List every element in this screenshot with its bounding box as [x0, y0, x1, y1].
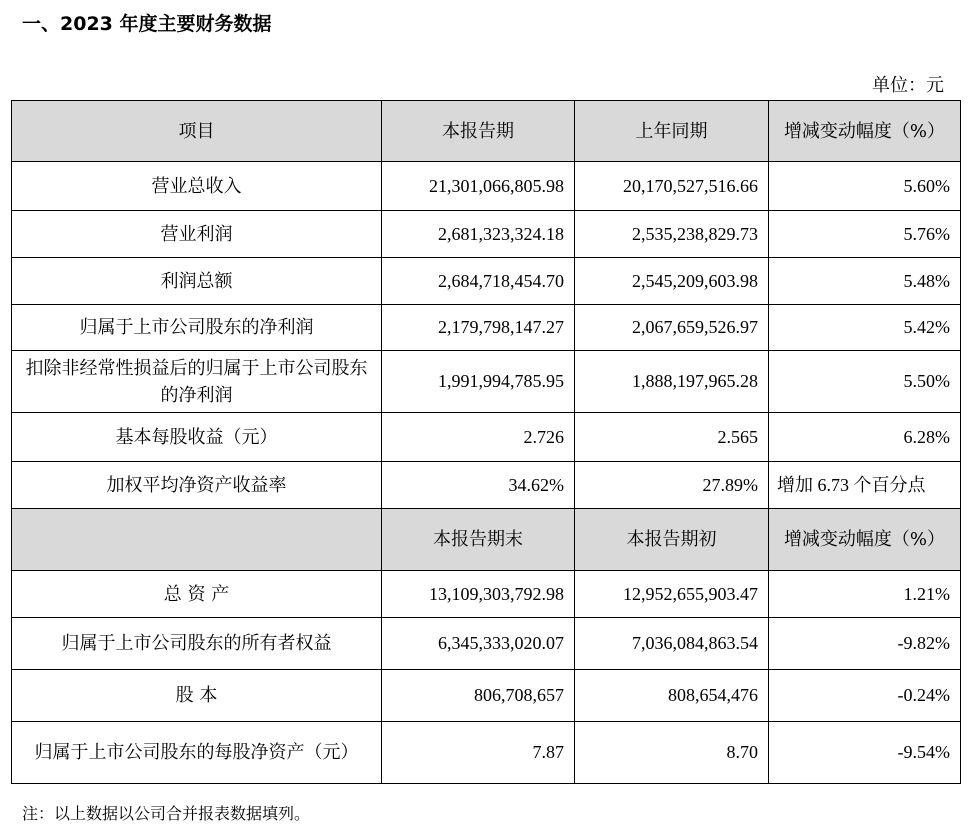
change-value: 5.42% [769, 305, 961, 351]
header-cell-period-start: 本报告期初 [575, 509, 769, 571]
table-row [12, 413, 961, 462]
row-label: 总 资 产 [12, 571, 382, 618]
change-value: 5.48% [769, 258, 961, 305]
change-value: 5.76% [769, 211, 961, 258]
row-label: 基本每股收益（元） [12, 413, 382, 462]
table-row [12, 571, 961, 618]
section-title: 一、2023 年度主要财务数据 [22, 13, 272, 35]
prior-value: 808,654,476 [575, 670, 769, 722]
header-cell-period-end: 本报告期末 [382, 509, 575, 571]
current-value: 2,681,323,324.18 [382, 211, 575, 258]
table-row [12, 305, 961, 351]
unit-label: 单位：元 [872, 75, 944, 96]
table-row [12, 211, 961, 258]
table-row [12, 258, 961, 305]
table-row [12, 351, 961, 413]
header-cell-change: 增减变动幅度（%） [769, 509, 961, 571]
table-row [12, 618, 961, 670]
footnote: 注：以上数据以公司合并报表数据填列。 [22, 804, 311, 823]
prior-value: 2,067,659,526.97 [575, 305, 769, 351]
row-label: 归属于上市公司股东的每股净资产（元） [12, 722, 382, 784]
prior-value: 7,036,084,863.54 [575, 618, 769, 670]
row-label: 营业利润 [12, 211, 382, 258]
row-label: 扣除非经常性损益后的归属于上市公司股东的净利润 [12, 351, 382, 413]
table-row [12, 462, 961, 509]
header-cell-change: 增减变动幅度（%） [769, 101, 961, 162]
current-value: 2.726 [382, 413, 575, 462]
row-label: 加权平均净资产收益率 [12, 462, 382, 509]
table-row [12, 162, 961, 211]
table-header-row [12, 101, 961, 162]
header-cell-current-period: 本报告期 [382, 101, 575, 162]
table-row [12, 722, 961, 784]
financial-data-table [11, 100, 961, 784]
prior-value: 1,888,197,965.28 [575, 351, 769, 413]
prior-value: 12,952,655,903.47 [575, 571, 769, 618]
prior-value: 2,535,238,829.73 [575, 211, 769, 258]
row-label: 股 本 [12, 670, 382, 722]
change-value: -9.82% [769, 618, 961, 670]
row-label: 利润总额 [12, 258, 382, 305]
row-label: 归属于上市公司股东的净利润 [12, 305, 382, 351]
change-value: 6.28% [769, 413, 961, 462]
change-value: 5.50% [769, 351, 961, 413]
prior-value: 20,170,527,516.66 [575, 162, 769, 211]
header-cell-item: 项目 [12, 101, 382, 162]
header-cell-item [12, 509, 382, 571]
change-value: -0.24% [769, 670, 961, 722]
current-value: 2,684,718,454.70 [382, 258, 575, 305]
current-value: 34.62% [382, 462, 575, 509]
change-value: 1.21% [769, 571, 961, 618]
change-value: 增加 6.73 个百分点 [769, 462, 961, 509]
current-value: 13,109,303,792.98 [382, 571, 575, 618]
change-value: -9.54% [769, 722, 961, 784]
table-row [12, 670, 961, 722]
prior-value: 8.70 [575, 722, 769, 784]
header-cell-prior-period: 上年同期 [575, 101, 769, 162]
prior-value: 2,545,209,603.98 [575, 258, 769, 305]
current-value: 7.87 [382, 722, 575, 784]
current-value: 2,179,798,147.27 [382, 305, 575, 351]
row-label: 营业总收入 [12, 162, 382, 211]
current-value: 1,991,994,785.95 [382, 351, 575, 413]
change-value: 5.60% [769, 162, 961, 211]
row-label: 归属于上市公司股东的所有者权益 [12, 618, 382, 670]
table-subheader-row [12, 509, 961, 571]
current-value: 21,301,066,805.98 [382, 162, 575, 211]
current-value: 806,708,657 [382, 670, 575, 722]
current-value: 6,345,333,020.07 [382, 618, 575, 670]
prior-value: 27.89% [575, 462, 769, 509]
prior-value: 2.565 [575, 413, 769, 462]
